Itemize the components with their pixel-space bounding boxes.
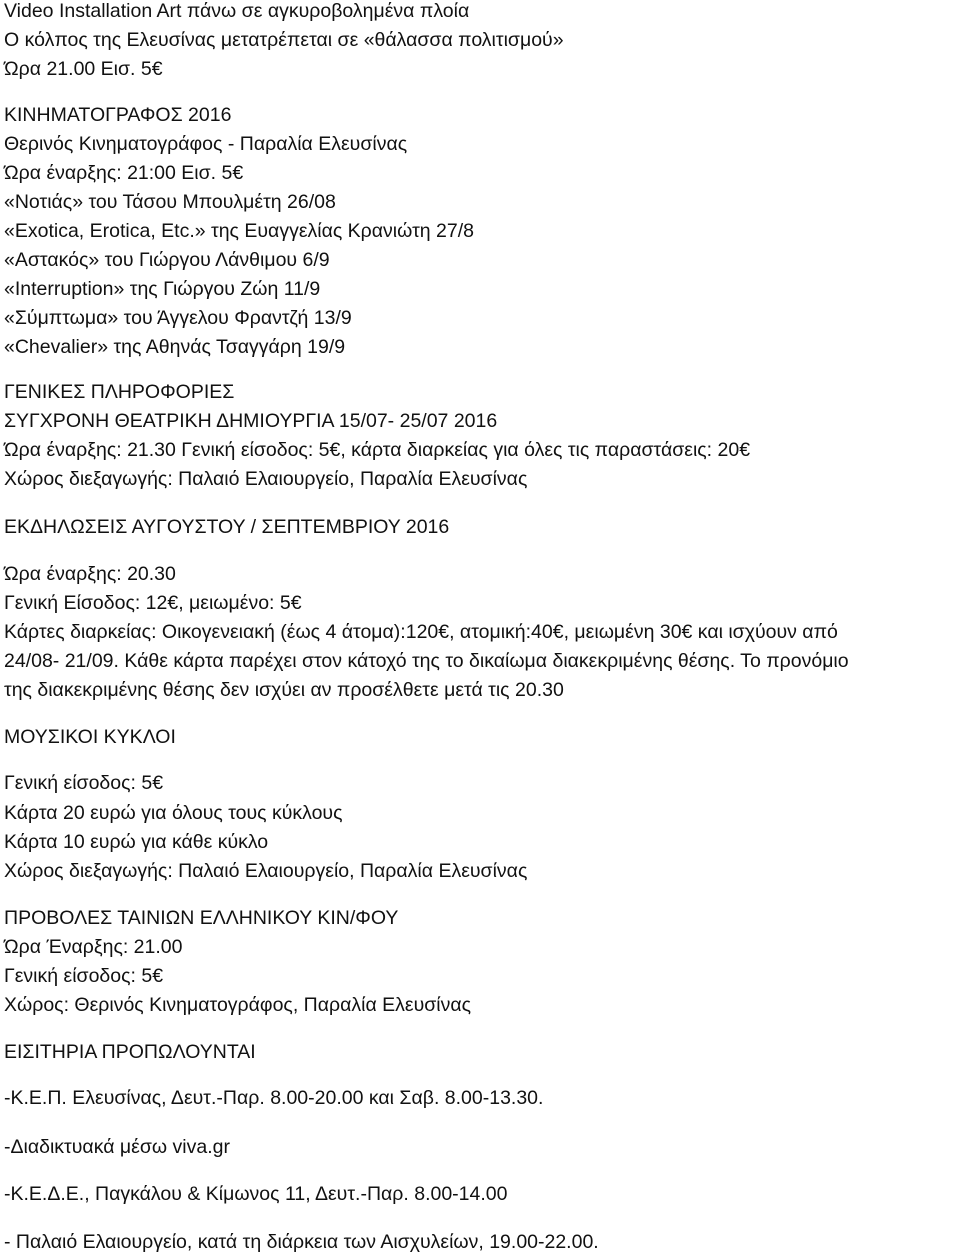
cinema-venue: Θερινός Κινηματογράφος - Παραλία Ελευσίνας xyxy=(4,133,408,155)
events-cards-line: 24/08- 21/09. Κάθε κάρτα παρέχει στον κάτοχό της το δικαίωμα διακεκριμένης θέσης. Το προνόμιο xyxy=(4,650,849,672)
video-subtitle: Ο κόλπος της Ελευσίνας μετατρέπεται σε «θάλασσα πολιτισμού» xyxy=(4,29,564,51)
theatre-venue: Χώρος διεξαγωγής: Παλαιό Ελαιουργείο, Παραλία Ελευσίνας xyxy=(4,468,528,490)
screenings-entry: Γενική είσοδος: 5€ xyxy=(4,965,164,987)
events-entry: Γενική Είσοδος: 12€, μειωμένο: 5€ xyxy=(4,592,302,614)
ticket-point: -Κ.Ε.Π. Ελευσίνας, Δευτ.-Παρ. 8.00-20.00 και Σαβ. 8.00-13.30. xyxy=(4,1087,544,1109)
film-item: «Exotica, Erotica, Etc.» της Ευαγγελίας Κρανιώτη 27/8 xyxy=(4,220,474,242)
theatre-title: ΣΥΓΧΡΟΝΗ ΘΕΑΤΡΙΚΗ ΔΗΜΙΟΥΡΓΙΑ 15/07- 25/07 2016 xyxy=(4,410,498,432)
screenings-heading: ΠΡΟΒΟΛΕΣ ΤΑΙΝΙΩΝ ΕΛΛΗΝΙΚΟΥ ΚΙΝ/ΦΟΥ xyxy=(4,907,399,929)
theatre-time: Ώρα έναρξης: 21.30 Γενική είσοδος: 5€, κάρτα διαρκείας για όλες τις παραστάσεις: 20€ xyxy=(4,439,751,461)
music-card-all: Κάρτα 20 ευρώ για όλους τους κύκλους xyxy=(4,802,343,824)
screenings-venue: Χώρος: Θερινός Κινηματογράφος, Παραλία Ελευσίνας xyxy=(4,994,472,1016)
cinema-time: Ώρα έναρξης: 21:00 Εισ. 5€ xyxy=(4,162,244,184)
video-time: Ώρα 21.00 Εισ. 5€ xyxy=(4,58,163,80)
music-card-each: Κάρτα 10 ευρώ για κάθε κύκλο xyxy=(4,831,269,853)
film-item: «Νοτιάς» του Τάσου Μπουλμέτη 26/08 xyxy=(4,191,336,213)
film-item: «Interruption» της Γιώργου Ζώη 11/9 xyxy=(4,278,321,300)
events-heading: ΕΚΔΗΛΩΣΕΙΣ ΑΥΓΟΥΣΤΟΥ / ΣΕΠΤΕΜΒΡΙΟΥ 2016 xyxy=(4,516,450,538)
music-venue: Χώρος διεξαγωγής: Παλαιό Ελαιουργείο, Παραλία Ελευσίνας xyxy=(4,860,528,882)
ticket-point: -Διαδικτυακά μέσω viva.gr xyxy=(4,1136,230,1158)
events-time: Ώρα έναρξης: 20.30 xyxy=(4,563,176,585)
cinema-heading: ΚΙΝΗΜΑΤΟΓΡΑΦΟΣ 2016 xyxy=(4,104,232,126)
ticket-point: -Κ.Ε.Δ.Ε., Παγκάλου & Κίμωνος 11, Δευτ.-Παρ. 8.00-14.00 xyxy=(4,1183,508,1205)
tickets-heading: ΕΙΣΙΤΗΡΙΑ ΠΡΟΠΩΛΟΥΝΤΑΙ xyxy=(4,1041,256,1063)
music-entry: Γενική είσοδος: 5€ xyxy=(4,772,164,794)
events-cards-line: της διακεκριμένης θέσης δεν ισχύει αν προσέλθετε μετά τις 20.30 xyxy=(4,679,564,701)
film-item: «Αστακός» του Γιώργου Λάνθιμου 6/9 xyxy=(4,249,330,271)
film-item: «Σύμπτωμα» του Άγγελου Φραντζή 13/9 xyxy=(4,307,352,329)
video-title: Video Installation Art πάνω σε αγκυροβολημένα πλοία xyxy=(4,0,470,22)
film-item: «Chevalier» της Αθηνάς Τσαγγάρη 19/9 xyxy=(4,336,346,358)
ticket-point: - Παλαιό Ελαιουργείο, κατά τη διάρκεια των Αισχυλείων, 19.00-22.00. xyxy=(4,1231,599,1253)
general-heading: ΓΕΝΙΚΕΣ ΠΛΗΡΟΦΟΡΙΕΣ xyxy=(4,381,235,403)
screenings-time: Ώρα Έναρξης: 21.00 xyxy=(4,936,183,958)
music-heading: ΜΟΥΣΙΚΟΙ ΚΥΚΛΟΙ xyxy=(4,726,176,748)
events-cards-line: Κάρτες διαρκείας: Οικογενειακή (έως 4 άτομα):120€, ατομική:40€, μειωμένη 30€ και ισχύουν από xyxy=(4,621,838,643)
